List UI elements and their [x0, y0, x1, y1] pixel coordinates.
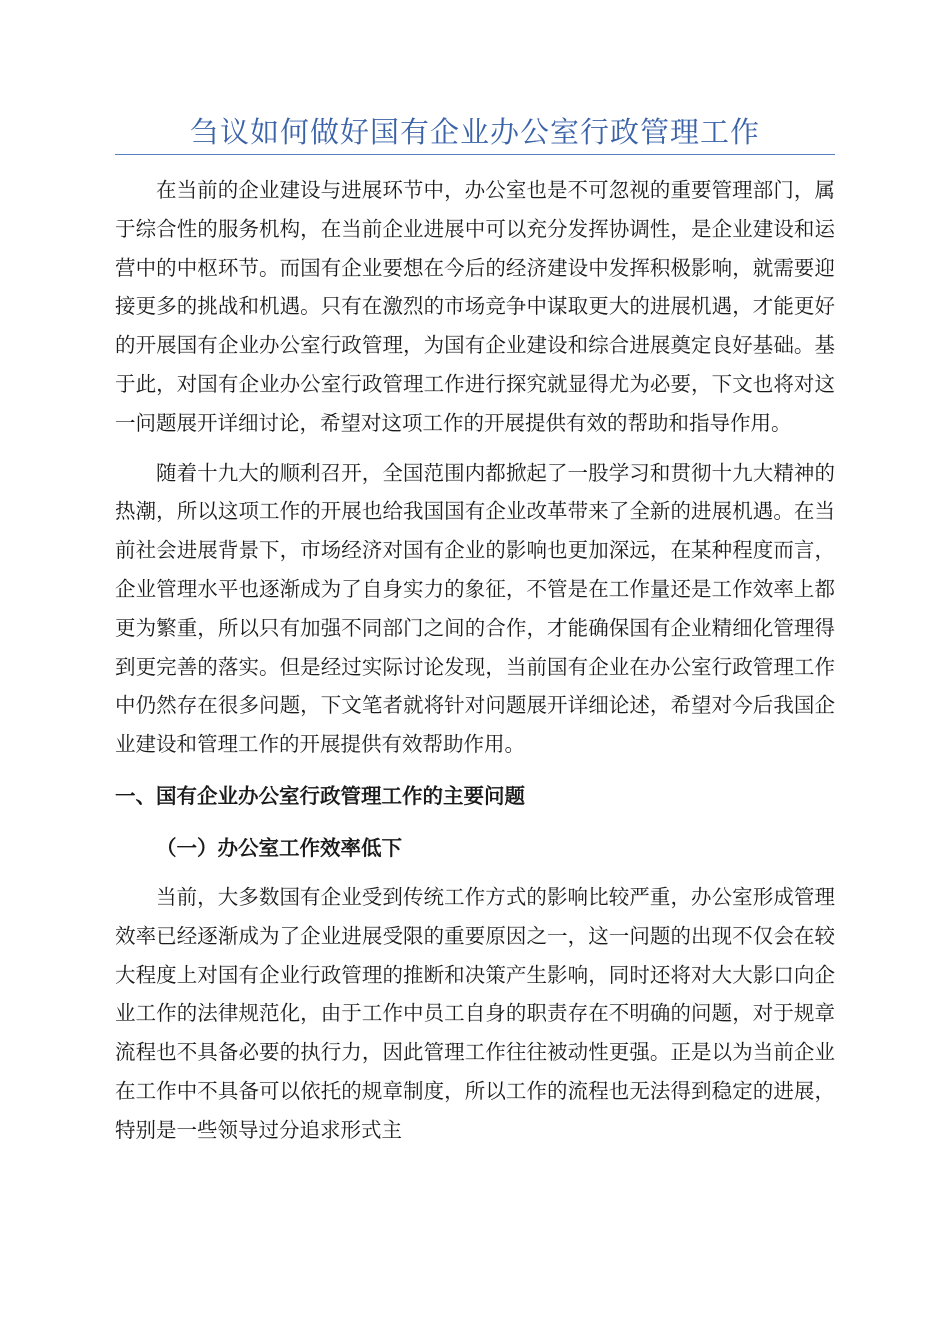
- title-underline: [115, 154, 835, 155]
- intro-paragraph-1: 在当前的企业建设与进展环节中，办公室也是不可忽视的重要管理部门，属于综合性的服务机构，在当前企业进展中可以充分发挥协调性，是企业建设和运营中的中枢环节。而国有企业要想在今后的经济建设中发挥积极影响，就需要迎接更多的挑战和机遇。只有在激烈的市场竞争中谋取更大的进展机遇，才能更好的开展国有企业办公室行政管理，为国有企业建设和综合进展奠定良好基础。基于此，对国有企业办公室行政管理工作进行探究就显得尤为必要，下文也将对这一问题展开详细讨论，希望对这项工作的开展提供有效的帮助和指导作用。: [115, 178, 835, 435]
- subsection-heading: （一）办公室工作效率低下: [156, 835, 402, 860]
- section-heading: 一、国有企业办公室行政管理工作的主要问题: [115, 783, 525, 808]
- document-page: [115, 0, 835, 1150]
- section-paragraph: 当前，大多数国有企业受到传统工作方式的影响比较严重，办公室形成管理效率已经逐渐成为了企业进展受限的重要原因之一，这一问题的出现不仅会在较大程度上对国有企业行政管理的推断和决策产生影响，同时还将对大大影口向企业工作的法律规范化，由于工作中员工自身的职责存在不明确的问题，对于规章流程也不具备必要的执行力，因此管理工作往往被动性更强。正是以为当前企业在工作中不具备可以依托的规章制度，所以工作的流程也无法得到稳定的进展，特别是一些领导过分追求形式主: [115, 884, 835, 1142]
- document-title: 刍议如何做好国有企业办公室行政管理工作: [189, 115, 760, 149]
- intro-paragraph-2: 随着十九大的顺利召开，全国范围内都掀起了一股学习和贯彻十九大精神的热潮，所以这项工作的开展也给我国国有企业改革带来了全新的进展机遇。在当前社会进展背景下，市场经济对国有企业的影响也更加深远，在某种程度而言，企业管理水平也逐渐成为了自身实力的象征，不管是在工作量还是工作效率上都更为繁重，所以只有加强不同部门之间的合作，才能确保国有企业精细化管理得到更完善的落实。但是经过实际讨论发现，当前国有企业在办公室行政管理工作中仍然存在很多问题，下文笔者就将针对问题展开详细论述，希望对今后我国企业建设和管理工作的开展提供有效帮助作用。: [115, 460, 835, 757]
